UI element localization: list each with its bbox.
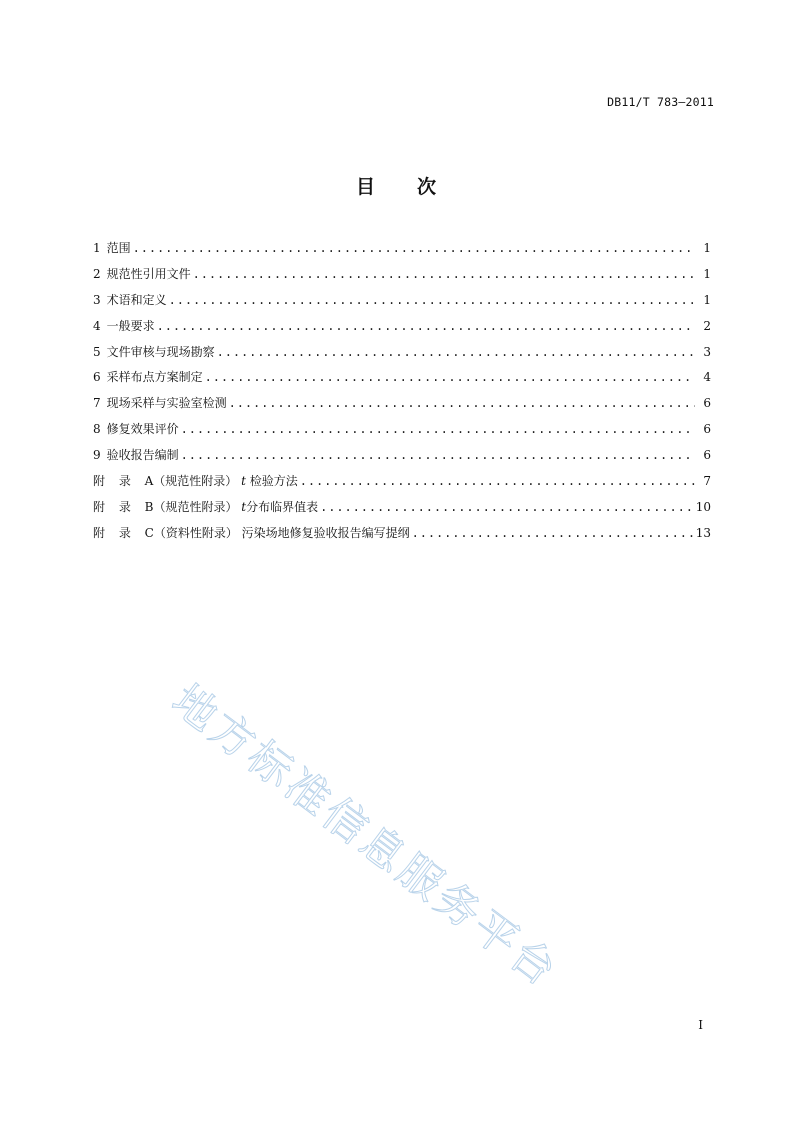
toc-entry-page: 1 (703, 241, 711, 255)
toc-entry-5[interactable] (93, 343, 711, 369)
watermark: 地方标准信息服务平台 (162, 675, 568, 998)
toc-entry-number: 2 (93, 266, 101, 281)
toc-entry-number: 7 (93, 396, 101, 411)
appendix-type: （规范性附录） (153, 499, 238, 514)
toc-appendix-label (93, 472, 298, 489)
toc-appendix-b[interactable] (93, 498, 711, 524)
toc-entry-label: 文件审核与现场勘察 (106, 344, 215, 359)
toc-entry-label: 术语和定义 (106, 292, 167, 307)
toc-appendix-label (93, 498, 318, 515)
toc-entry-number: 9 (93, 448, 101, 463)
toc-leader-dots (193, 267, 695, 281)
appendix-title: 检验方法 (245, 474, 298, 489)
toc-entry-number: 5 (93, 344, 101, 359)
toc-leader-dots (412, 526, 694, 540)
toc-entry-page: 4 (703, 370, 711, 385)
toc-entry-8[interactable] (93, 420, 711, 446)
toc-entry-page: 6 (703, 422, 711, 437)
toc-entry-page: 6 (703, 396, 711, 411)
toc-entry-6[interactable] (93, 368, 711, 394)
toc-leader-dots (181, 422, 695, 436)
toc-entry-number: 3 (93, 292, 101, 307)
toc-leader-dots (181, 448, 695, 462)
page-title (0, 172, 792, 199)
appendix-title: 污染场地修复验收报告编写提纲 (237, 525, 410, 540)
title-char-2: 次 (417, 176, 437, 198)
toc-entry-page: 6 (703, 448, 711, 463)
appendix-variable: t (241, 474, 246, 489)
toc-leader-dots (169, 293, 695, 307)
toc-entry-2[interactable] (93, 265, 711, 291)
toc-leader-dots (300, 474, 695, 488)
toc-entry-1[interactable] (93, 239, 711, 265)
toc-entry-number: 6 (93, 370, 101, 385)
toc-entry-page: 10 (695, 499, 711, 514)
appendix-prefix: 附 录 A (93, 474, 154, 489)
toc-entry-page: 3 (703, 344, 711, 359)
toc-entry-page: 1 (703, 266, 711, 281)
toc-entry-page: 2 (703, 318, 711, 333)
appendix-prefix: 附 录 C (93, 525, 154, 540)
toc-entry-3[interactable] (93, 291, 711, 317)
appendix-prefix: 附 录 B (93, 499, 154, 514)
toc-leader-dots (217, 345, 695, 359)
toc-entry-label: 规范性引用文件 (106, 266, 191, 281)
toc-appendix-label (93, 524, 410, 541)
toc-entry-number: 1 (93, 241, 101, 255)
table-of-contents (93, 239, 711, 550)
toc-entry-7[interactable] (93, 394, 711, 420)
appendix-type: （规范性附录） (153, 474, 238, 489)
toc-entry-label: 验收报告编制 (106, 448, 179, 463)
toc-appendix-c[interactable] (93, 524, 711, 550)
toc-entry-label: 修复效果评价 (106, 422, 179, 437)
toc-entry-page: 13 (695, 525, 711, 540)
toc-leader-dots (229, 396, 695, 410)
toc-entry-page: 7 (703, 474, 711, 489)
toc-entry-number: 8 (93, 422, 101, 437)
toc-leader-dots (320, 500, 694, 514)
appendix-type: （资料性附录） (153, 525, 238, 540)
toc-entry-label: 范围 (106, 241, 131, 255)
toc-entry-9[interactable] (93, 446, 711, 472)
toc-entry-page: 1 (703, 292, 711, 307)
toc-leader-dots (205, 370, 695, 384)
toc-entry-label: 采样布点方案制定 (106, 370, 203, 385)
page-number: I (698, 1018, 703, 1032)
title-char-1: 目 (355, 176, 375, 198)
toc-leader-dots (133, 241, 695, 255)
toc-entry-number: 4 (93, 318, 101, 333)
toc-leader-dots (157, 319, 695, 333)
document-code: DB11/T 783—2011 (607, 95, 714, 109)
appendix-title: 分布临界值表 (246, 499, 319, 514)
appendix-variable: t (241, 499, 247, 514)
toc-appendix-a[interactable] (93, 472, 711, 498)
toc-entry-4[interactable] (93, 317, 711, 343)
toc-entry-label: 现场采样与实验室检测 (106, 396, 227, 411)
toc-entry-label: 一般要求 (106, 318, 155, 333)
